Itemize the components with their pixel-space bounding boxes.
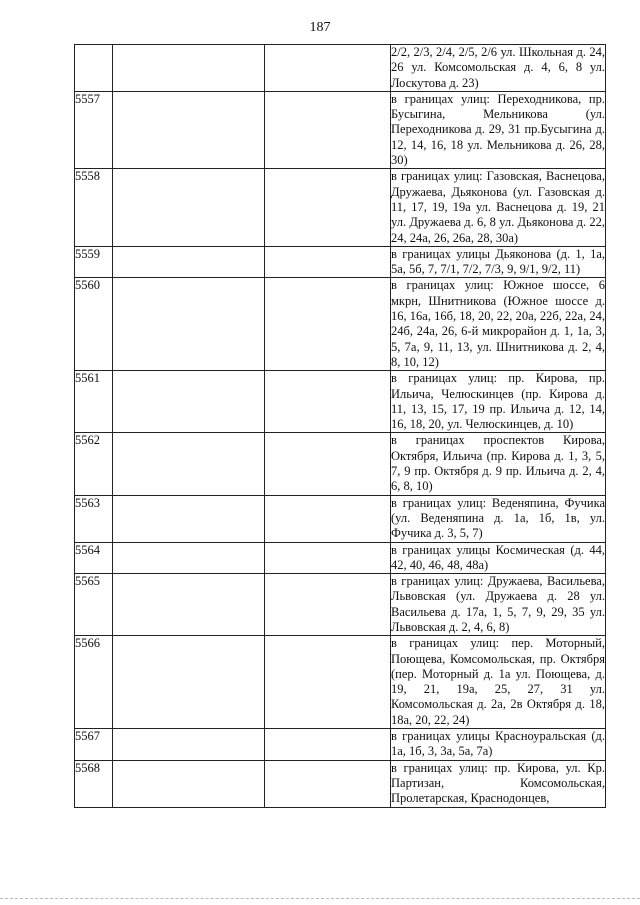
empty-cell [265, 278, 391, 371]
polling-stations-table [74, 44, 606, 808]
boundary-description: в границах улицы Дьяконова (д. 1, 1а, 5а, 5б, 7, 7/1, 7/2, 7/3, 9, 9/1, 9/2, 11) [391, 246, 605, 277]
empty-cell [265, 636, 391, 729]
empty-cell [265, 495, 391, 542]
boundary-description: в границах улиц: пр. Кирова, пр. Ильича, Челюскинцев (пр. Кирова д. 11, 13, 15, 17, 19 пр. Ильича д. 12, 14, 16, 18, 20, ул. Челюскинцев, д. 10) [391, 371, 605, 432]
table-row [75, 169, 606, 246]
boundary-description: в границах улицы Красноуральская (д. 1а, 1б, 3, 3а, 5а, 7а) [391, 729, 605, 759]
boundary-description: в границах улиц: Переходникова, пр. Бусыгина, Мельникова (ул. Переходникова д. 29, 31 пр.Бусыгина д. 12, 14, 16, 18 ул. Мельникова д. 26, 28, 30) [391, 91, 605, 168]
boundary-description: в границах улиц: Веденяпина, Фучика (ул. Веденяпина д. 1а, 1б, 1в, ул. Фучика д. 3, 5, 7) [391, 495, 605, 541]
station-number: 5568 [75, 760, 113, 807]
table-row [75, 729, 606, 761]
empty-cell [113, 246, 265, 278]
station-number: 5563 [75, 495, 113, 542]
empty-cell [265, 169, 391, 246]
boundary-description: в границах улиц: Южное шоссе, 6 мкрн, Шнитникова (Южное шоссе д. 16, 16а, 16б, 18, 20, 22, 20а, 22б, 22а, 24, 24б, 24а, 26, 6-й микрорайон д. 1, 1а, 3, 5, 7а, 9, 11, 13, ул. Шнитникова д. 2, 4, 8, 10, 12) [391, 278, 605, 369]
station-number: 5560 [75, 278, 113, 371]
table-row [75, 278, 606, 371]
station-number: 5558 [75, 169, 113, 246]
empty-cell [113, 169, 265, 246]
station-number: 5561 [75, 371, 113, 433]
station-number: 5567 [75, 729, 113, 761]
empty-cell [113, 45, 265, 92]
boundary-description: в границах улиц: Газовская, Васнецова, Дружаева, Дьяконова (ул. Газовская д. 11, 17, 19, 19а ул. Васнецова д. 19, 21 ул. Дружаева д. 6, 8 ул. Дьяконова д. 22, 24, 24а, 26, 26а, 28, 30а) [391, 169, 605, 245]
table-row [75, 574, 606, 636]
table-row [75, 91, 606, 168]
page-number: 187 [309, 20, 331, 35]
empty-cell [265, 246, 391, 278]
boundary-description: 2/2, 2/3, 2/4, 2/5, 2/6 ул. Школьная д. 24, 26 ул. Комсомольская д. 4, 6, 8 ул. Лоскутова д. 23) [391, 45, 605, 90]
empty-cell [265, 433, 391, 495]
boundary-description: в границах улицы Космическая (д. 44, 42, 40, 46, 48, 48а) [391, 542, 605, 572]
empty-cell [265, 574, 391, 636]
empty-cell [265, 760, 391, 807]
station-number: 5562 [75, 433, 113, 495]
empty-cell [113, 91, 265, 168]
table-row [75, 495, 606, 542]
empty-cell [113, 574, 265, 636]
table-row [75, 760, 606, 807]
scan-edge-noise [0, 898, 640, 901]
table-row [75, 371, 606, 433]
empty-cell [265, 91, 391, 168]
empty-cell [113, 433, 265, 495]
empty-cell [265, 371, 391, 433]
empty-cell [113, 542, 265, 574]
table-row [75, 45, 606, 92]
table-row [75, 246, 606, 278]
table-row [75, 542, 606, 574]
empty-cell [113, 278, 265, 371]
station-number [75, 45, 113, 92]
station-number: 5565 [75, 574, 113, 636]
boundary-description: в границах улиц: пер. Моторный, Поющева, Комсомольская, пр. Октября (пер. Моторный д. 1а ул. Поющева, д. 19, 21, 19а, 25, 27, 31 ул. Комсомольская д. 2а, 2в Октября д. 18, 18а, 20, 22, 24) [391, 636, 605, 727]
station-number: 5566 [75, 636, 113, 729]
station-number: 5557 [75, 91, 113, 168]
boundary-description: в границах улиц: Дружаева, Васильева, Львовская (ул. Дружаева д. 28 ул. Васильева д. 17а, 1, 5, 7, 9, 29, 35 ул. Львовская д. 2, 4, 6, 8) [391, 574, 605, 634]
empty-cell [113, 729, 265, 761]
station-number: 5564 [75, 542, 113, 574]
boundary-description: в границах улиц: пр. Кирова, ул. Кр. Партизан, Комсомольская, Пролетарская, Краснодонцев, [391, 760, 605, 806]
empty-cell [265, 45, 391, 92]
table-body [75, 45, 606, 808]
table-row [75, 433, 606, 495]
empty-cell [265, 729, 391, 761]
boundary-description: в границах проспектов Кирова, Октября, Ильича (пр. Кирова д. 1, 3, 5, 7, 9 пр. Октября д. 9 пр. Ильича д. 2, 4, 6, 8, 10) [391, 433, 605, 494]
station-number: 5559 [75, 246, 113, 278]
empty-cell [113, 495, 265, 542]
empty-cell [113, 760, 265, 807]
table-row [75, 636, 606, 729]
empty-cell [265, 542, 391, 574]
empty-cell [113, 371, 265, 433]
empty-cell [113, 636, 265, 729]
